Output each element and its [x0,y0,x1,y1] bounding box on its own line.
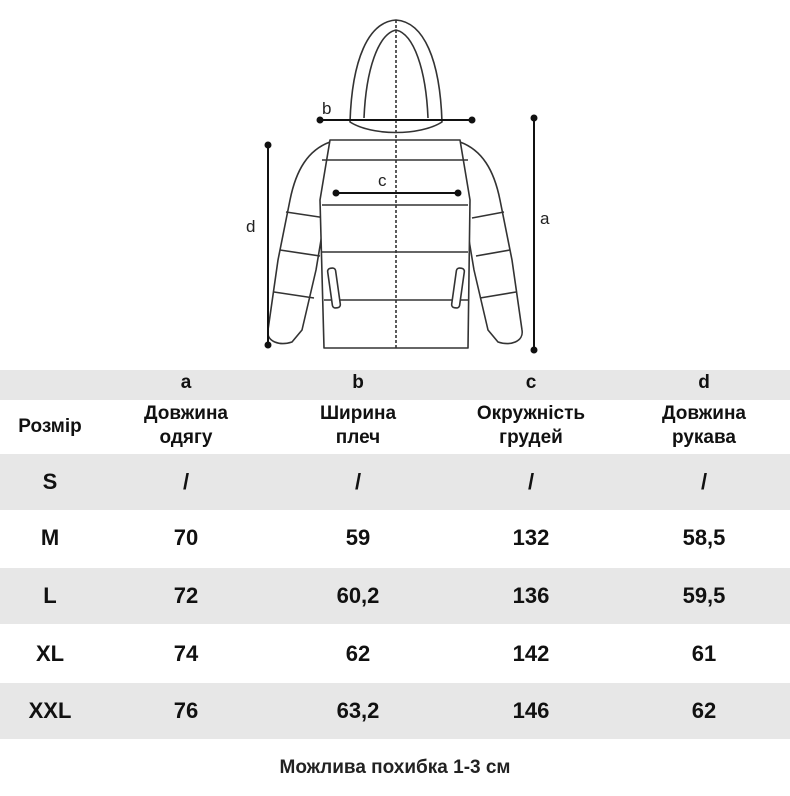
table-row [0,626,790,682]
label-d: d [246,217,256,236]
value-cell: 142 [512,641,550,666]
column-header-b: Ширина плеч [319,403,397,448]
value-cell: 61 [691,641,717,666]
column-letter-a: a [180,372,192,393]
size-cell: S [42,469,58,494]
column-header-c: Окружність грудей [476,403,586,448]
label-b: b [322,99,332,118]
value-cell: 58,5 [682,525,726,550]
value-cell: 62 [345,641,371,666]
table-row [0,510,790,566]
column-letter-c: c [525,372,537,393]
value-cell: 132 [512,525,550,550]
value-cell: 146 [512,698,550,723]
column-header-a: Довжина одягу [144,403,228,448]
column-header-size: Розмір [18,416,82,437]
value-cell: 62 [691,698,717,723]
size-cell: L [43,583,57,608]
size-cell: XL [35,641,65,666]
value-cell: 72 [173,583,199,608]
table-row [0,568,790,624]
label-c: c [378,171,387,190]
table-header-names [0,400,790,454]
value-cell: 63,2 [336,698,380,723]
column-letter-b: b [352,372,364,393]
value-cell: / [182,469,190,494]
value-cell: 70 [173,525,199,550]
value-cell: / [527,469,535,494]
value-cell: 59 [345,525,371,550]
table-row [0,454,790,510]
value-cell: / [700,469,708,494]
value-cell: 60,2 [336,583,380,608]
jacket-outline [268,20,522,348]
value-cell: 76 [173,698,199,723]
jacket-measurement-diagram [0,0,790,370]
value-cell: / [354,469,362,494]
label-a: a [540,209,550,228]
tolerance-note: Можлива похибка 1-3 см [279,757,511,778]
value-cell: 136 [512,583,550,608]
value-cell: 74 [173,641,199,666]
column-letter-d: d [698,372,710,393]
size-cell: XXL [28,698,72,723]
size-cell: M [40,525,60,550]
jacket-body [320,140,470,348]
table-row [0,683,790,739]
value-cell: 59,5 [682,583,726,608]
column-header-d: Довжина рукава [662,403,746,448]
